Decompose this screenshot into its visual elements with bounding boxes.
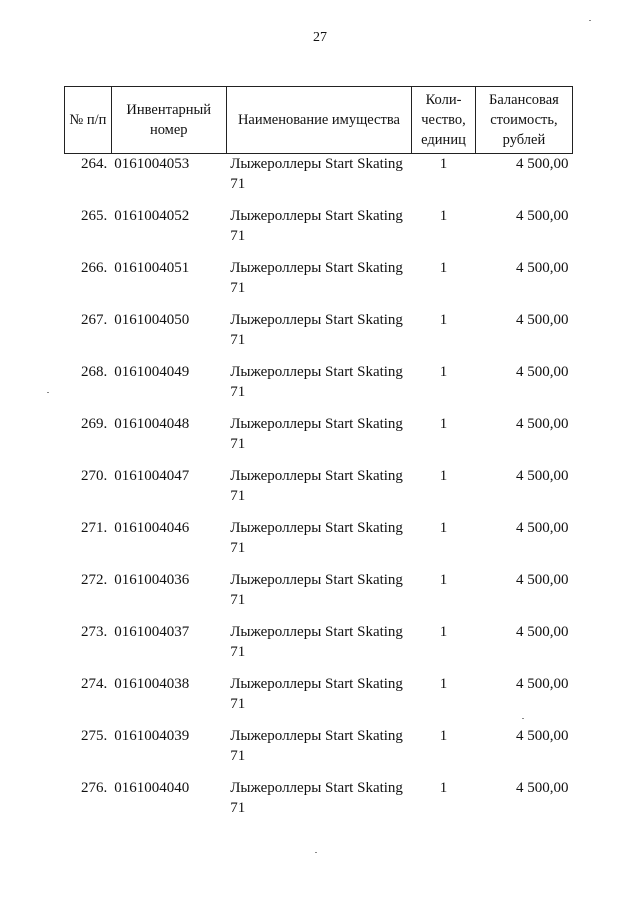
inventory-number: 0161004046: [114, 519, 190, 536]
row-number: 273.: [81, 623, 108, 640]
item-name: Лыжероллеры Start Skating 71: [230, 207, 403, 244]
header-quantity: Коли-чество, единиц: [412, 87, 476, 154]
balance-cost: 4 500,00: [516, 156, 569, 172]
item-name: Лыжероллеры Start Skating 71: [230, 675, 403, 712]
table-row: [65, 466, 573, 518]
inventory-number: 0161004047: [114, 467, 190, 484]
header-name: Наименование имущества: [226, 87, 411, 154]
inventory-number: 0161004038: [114, 675, 190, 692]
balance-cost: 4 500,00: [516, 207, 569, 224]
quantity: 1: [439, 623, 448, 640]
quantity: 1: [439, 571, 448, 588]
row-number: 274.: [81, 675, 108, 692]
item-name: Лыжероллеры Start Skating 71: [230, 519, 403, 556]
quantity: 1: [439, 311, 448, 328]
row-number: 264.: [81, 156, 108, 172]
quantity: 1: [439, 467, 448, 484]
header-inventory: Инвентарный номер: [111, 87, 226, 154]
inventory-number: 0161004040: [114, 779, 190, 796]
table-row: [65, 154, 573, 206]
row-number: 276.: [81, 779, 108, 796]
balance-cost: 4 500,00: [516, 727, 569, 744]
inventory-number: 0161004036: [114, 571, 190, 588]
row-number: 265.: [81, 207, 108, 224]
inventory-number: 0161004048: [114, 415, 190, 432]
balance-cost: 4 500,00: [516, 363, 569, 380]
inventory-number: 0161004039: [114, 727, 190, 744]
balance-cost: 4 500,00: [516, 467, 569, 484]
balance-cost: 4 500,00: [516, 519, 569, 536]
item-name: Лыжероллеры Start Skating 71: [230, 415, 403, 452]
balance-cost: 4 500,00: [516, 779, 569, 796]
table-row: [65, 310, 573, 362]
table-row: [65, 362, 573, 414]
balance-cost: 4 500,00: [516, 415, 569, 432]
scan-speck: [315, 852, 317, 853]
inventory-number: 0161004053: [114, 156, 190, 172]
header-cost: Балансовая стоимость, рублей: [475, 87, 572, 154]
table-row: [65, 570, 573, 622]
table-row: [65, 674, 573, 726]
table-row: [65, 518, 573, 570]
balance-cost: 4 500,00: [516, 623, 569, 640]
row-number: 267.: [81, 311, 108, 328]
page-number: 27: [313, 30, 327, 45]
item-name: Лыжероллеры Start Skating 71: [230, 363, 403, 400]
quantity: 1: [439, 156, 448, 172]
inventory-number: 0161004037: [114, 623, 190, 640]
item-name: Лыжероллеры Start Skating 71: [230, 727, 403, 764]
inventory-number: 0161004051: [114, 259, 190, 276]
item-name: Лыжероллеры Start Skating 71: [230, 623, 403, 660]
item-name: Лыжероллеры Start Skating 71: [230, 156, 403, 192]
quantity: 1: [439, 519, 448, 536]
item-name: Лыжероллеры Start Skating 71: [230, 467, 403, 504]
inventory-number: 0161004050: [114, 311, 190, 328]
balance-cost: 4 500,00: [516, 311, 569, 328]
table-row: [65, 258, 573, 310]
quantity: 1: [439, 675, 448, 692]
item-name: Лыжероллеры Start Skating 71: [230, 259, 403, 296]
table-row: [65, 726, 573, 778]
quantity: 1: [439, 727, 448, 744]
quantity: 1: [439, 779, 448, 796]
table-row: [65, 206, 573, 258]
table-row: [65, 778, 573, 834]
table-row: [65, 414, 573, 466]
row-number: 268.: [81, 363, 108, 380]
quantity: 1: [439, 259, 448, 276]
row-number: 275.: [81, 727, 108, 744]
row-number: 272.: [81, 571, 108, 588]
scan-speck: [589, 20, 591, 21]
row-number: 269.: [81, 415, 108, 432]
scan-speck: [522, 718, 524, 719]
table-body: [65, 154, 573, 834]
header-num: № п/п: [65, 87, 112, 154]
item-name: Лыжероллеры Start Skating 71: [230, 779, 403, 816]
balance-cost: 4 500,00: [516, 571, 569, 588]
quantity: 1: [439, 207, 448, 224]
header-row: [65, 87, 573, 154]
quantity: 1: [439, 415, 448, 432]
balance-cost: 4 500,00: [516, 675, 569, 692]
item-name: Лыжероллеры Start Skating 71: [230, 311, 403, 348]
scan-speck: [47, 392, 49, 393]
item-name: Лыжероллеры Start Skating 71: [230, 571, 403, 608]
quantity: 1: [439, 363, 448, 380]
row-number: 270.: [81, 467, 108, 484]
inventory-number: 0161004049: [114, 363, 190, 380]
row-number: 271.: [81, 519, 108, 536]
table-row: [65, 622, 573, 674]
balance-cost: 4 500,00: [516, 259, 569, 276]
property-table: [64, 86, 573, 834]
row-number: 266.: [81, 259, 108, 276]
inventory-number: 0161004052: [114, 207, 190, 224]
table-header: [65, 87, 573, 154]
